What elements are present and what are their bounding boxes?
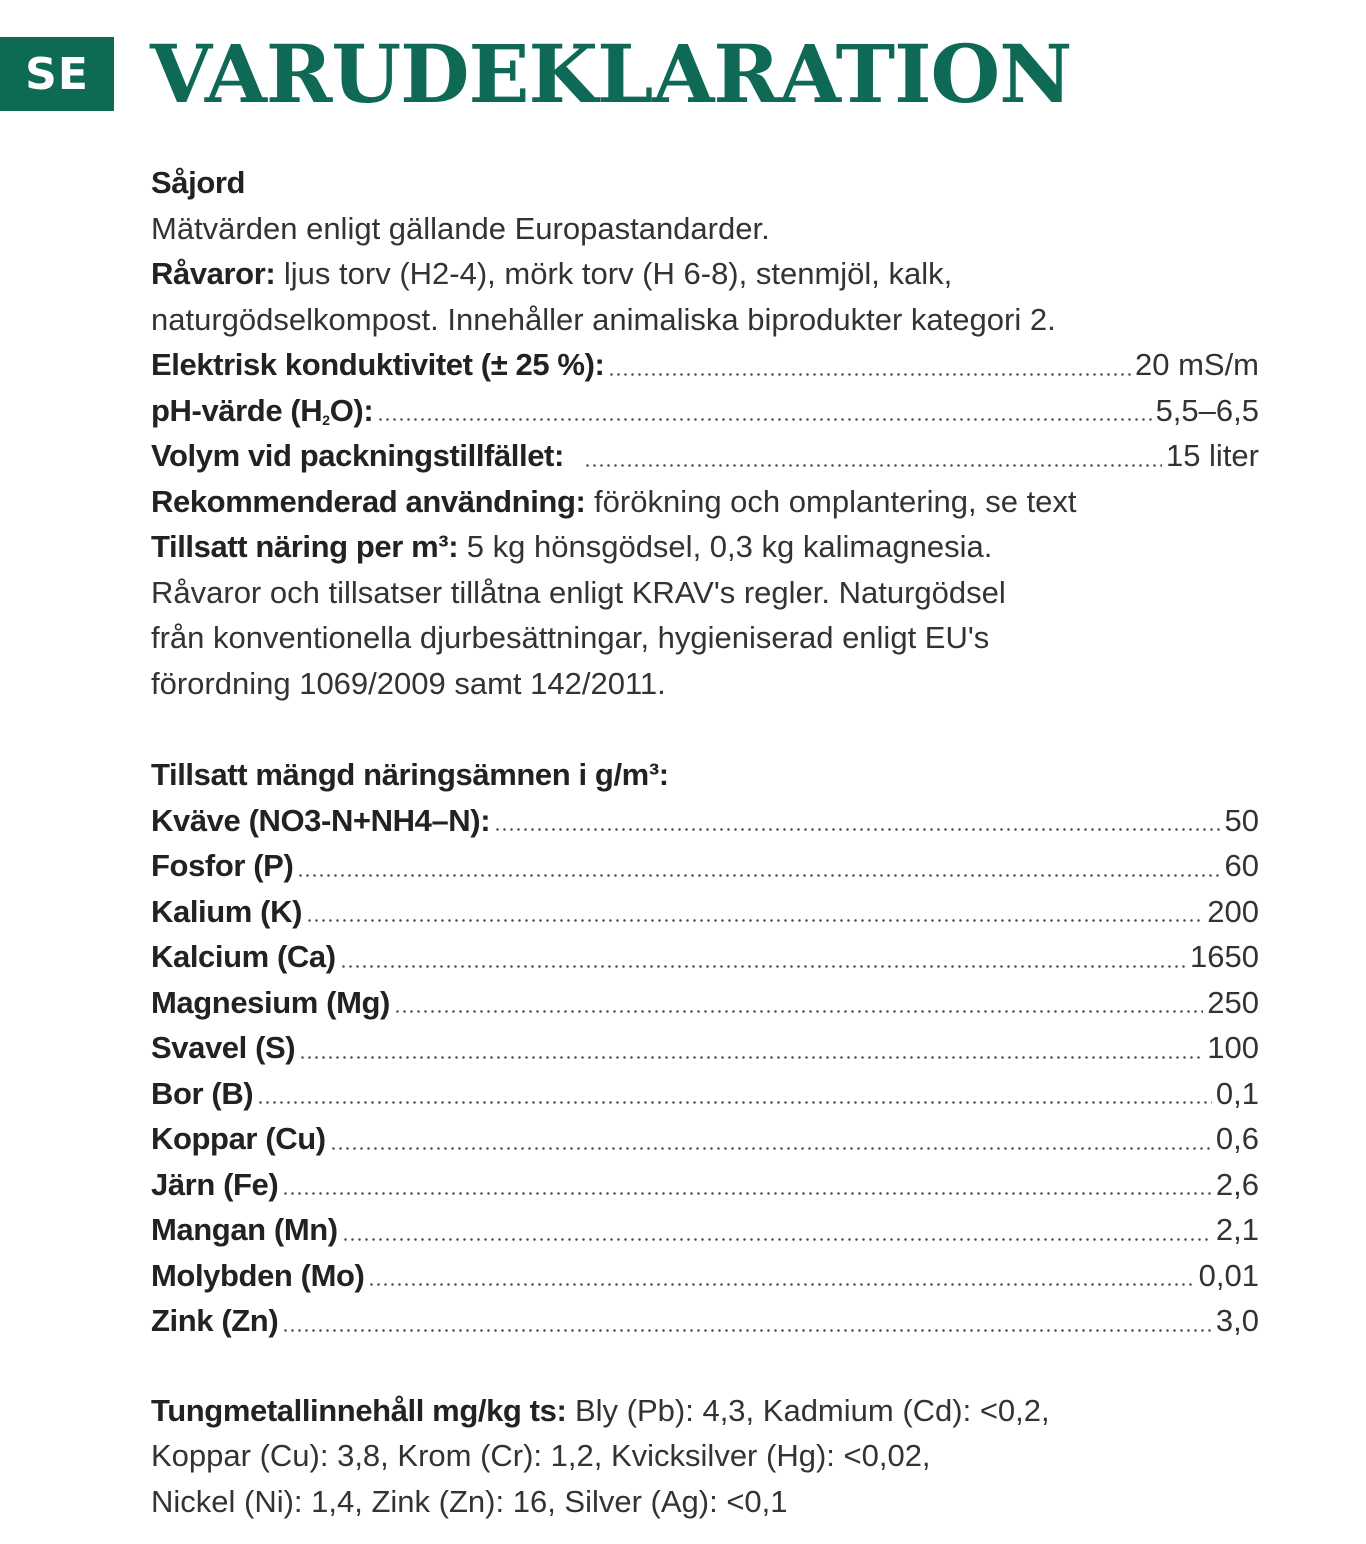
ph-label-sub: 2 <box>322 411 330 428</box>
nutrient-value: 50 <box>1224 802 1259 838</box>
raw-materials-text: ljus torv (H2-4), mörk torv (H 6-8), stenmjöl, kalk, <box>275 256 953 291</box>
nutrient-label: Järn (Fe) <box>151 1166 279 1202</box>
volume-row <box>151 433 1259 479</box>
dot-leader <box>299 1025 1203 1071</box>
nutrient-label: Mangan (Mn) <box>151 1212 338 1247</box>
heavy-metals-text-2: Koppar (Cu): 3,8, Krom (Cr): 1,2, Kvicksilver (Hg): <0,02, <box>151 1438 931 1473</box>
header <box>0 27 1366 121</box>
ph-label-pre: pH-värde (H <box>151 392 323 428</box>
conductivity-row <box>151 342 1259 388</box>
dot-leader <box>377 388 1151 434</box>
nutrition-value: 5 kg hönsgödsel, 0,3 kg kalimagnesia. <box>458 529 993 564</box>
nutrient-label: Magnesium (Mg) <box>151 984 390 1020</box>
nutrient-value: 0,01 <box>1198 1257 1259 1293</box>
dot-leader <box>282 1298 1212 1344</box>
declaration-content <box>151 160 1263 1524</box>
nutrient-value: 2,6 <box>1215 1166 1259 1202</box>
nutrient-row <box>151 1162 1259 1208</box>
standards-note: Mätvärden enligt gällande Europastandarder. <box>151 210 770 246</box>
nutrient-value: 0,6 <box>1215 1121 1259 1156</box>
nutrient-row <box>151 1071 1259 1117</box>
nutrient-row <box>151 843 1259 889</box>
dot-leader <box>342 1207 1212 1253</box>
usage-line <box>151 479 1263 525</box>
krav-text-3: förordning 1069/2009 samt 142/2011. <box>151 665 666 701</box>
dot-leader <box>608 342 1131 388</box>
heavy-metals-line-1 <box>151 1388 1263 1434</box>
nutrient-row <box>151 1116 1259 1162</box>
heavy-metals-text-1: Bly (Pb): 4,3, Kadmium (Cd): <0,2, <box>566 1392 1050 1428</box>
nutrient-label: Kalium (K) <box>151 893 303 929</box>
nutrient-value: 60 <box>1224 848 1259 883</box>
nutrient-row <box>151 934 1259 980</box>
nutrients-heading: Tillsatt mängd näringsämnen i g/m³: <box>151 757 669 792</box>
conductivity-value: 20 mS/m <box>1134 347 1259 382</box>
usage-value: förökning och omplantering, se text <box>585 483 1077 519</box>
nutrient-row <box>151 798 1259 844</box>
nutrient-value: 250 <box>1207 984 1259 1020</box>
dot-leader <box>306 889 1203 935</box>
dot-leader <box>257 1071 1212 1117</box>
dot-leader <box>330 1116 1212 1162</box>
heavy-metals-line-2 <box>151 1433 1263 1479</box>
raw-materials-line-2 <box>151 297 1263 343</box>
nutrient-value: 200 <box>1207 893 1259 929</box>
nutrient-row <box>151 1207 1259 1253</box>
nutrient-label: Bor (B) <box>151 1075 254 1111</box>
nutrient-row <box>151 889 1259 935</box>
usage-label: Rekommenderad användning: <box>151 483 586 519</box>
raw-materials-text-2: naturgödselkompost. Innehåller animaliska biprodukter kategori 2. <box>151 301 1056 337</box>
krav-text-2: från konventionella djurbesättningar, hygieniserad enligt EU's <box>151 620 990 655</box>
nutrition-label: Tillsatt näring per m³: <box>151 529 459 564</box>
heavy-metals-text-3: Nickel (Ni): 1,4, Zink (Zn): 16, Silver (Ag): <0,1 <box>151 1483 788 1519</box>
nutrients-heading-line <box>151 752 1263 798</box>
heavy-metals-line-3 <box>151 1479 1263 1525</box>
nutrient-label: Kalcium (Ca) <box>151 939 336 974</box>
dot-leader <box>282 1162 1212 1208</box>
dot-leader <box>368 1253 1194 1299</box>
spacer <box>151 1344 1263 1388</box>
nutrient-value: 2,1 <box>1215 1212 1259 1247</box>
volume-label: Volym vid packningstillfället: <box>151 438 564 473</box>
dot-leader <box>394 980 1203 1026</box>
ph-label-post: O): <box>329 392 374 428</box>
nutrient-row <box>151 980 1259 1026</box>
nutrient-label: Zink (Zn) <box>151 1303 279 1338</box>
krav-text-1: Råvaror och tillsatser tillåtna enligt KRAV's regler. Naturgödsel <box>151 574 1006 610</box>
nutrient-list <box>151 798 1263 1344</box>
nutrient-label: Koppar (Cu) <box>151 1121 326 1156</box>
standards-note-line <box>151 206 1263 252</box>
nutrition-line <box>151 524 1263 570</box>
nutrient-label: Svavel (S) <box>151 1030 296 1065</box>
nutrient-label: Molybden (Mo) <box>151 1257 365 1293</box>
ph-value: 5,5–6,5 <box>1155 392 1259 428</box>
nutrient-label: Kväve (NO3-N+NH4–N): <box>151 802 491 838</box>
nutrient-value: 0,1 <box>1215 1075 1259 1111</box>
nutrient-row <box>151 1253 1259 1299</box>
dot-leader <box>494 798 1220 844</box>
ph-label <box>151 388 373 434</box>
nutrient-value: 100 <box>1207 1030 1259 1065</box>
nutrient-row <box>151 1025 1259 1071</box>
nutrient-row <box>151 1298 1259 1344</box>
krav-line-3 <box>151 661 1263 707</box>
nutrient-value: 1650 <box>1190 939 1259 974</box>
krav-line-2 <box>151 615 1263 661</box>
nutrient-value: 3,0 <box>1215 1303 1259 1338</box>
product-name: Såjord <box>151 165 246 200</box>
dot-leader <box>340 934 1186 980</box>
dot-leader <box>297 843 1220 889</box>
dot-leader <box>584 433 1162 479</box>
krav-line-1 <box>151 570 1263 616</box>
page-title: VARUDEKLARATION <box>150 27 1072 121</box>
ph-row <box>151 388 1259 434</box>
nutrient-label: Fosfor (P) <box>151 848 294 883</box>
raw-materials-line <box>151 251 1263 297</box>
product-name-line <box>151 160 1263 206</box>
spacer <box>151 706 1263 752</box>
raw-materials-label: Råvaror: <box>151 256 276 291</box>
language-badge: SE <box>0 37 114 111</box>
conductivity-label: Elektrisk konduktivitet (± 25 %): <box>151 347 605 382</box>
heavy-metals-label: Tungmetallinnehåll mg/kg ts: <box>151 1392 567 1428</box>
volume-value: 15 liter <box>1165 438 1259 473</box>
